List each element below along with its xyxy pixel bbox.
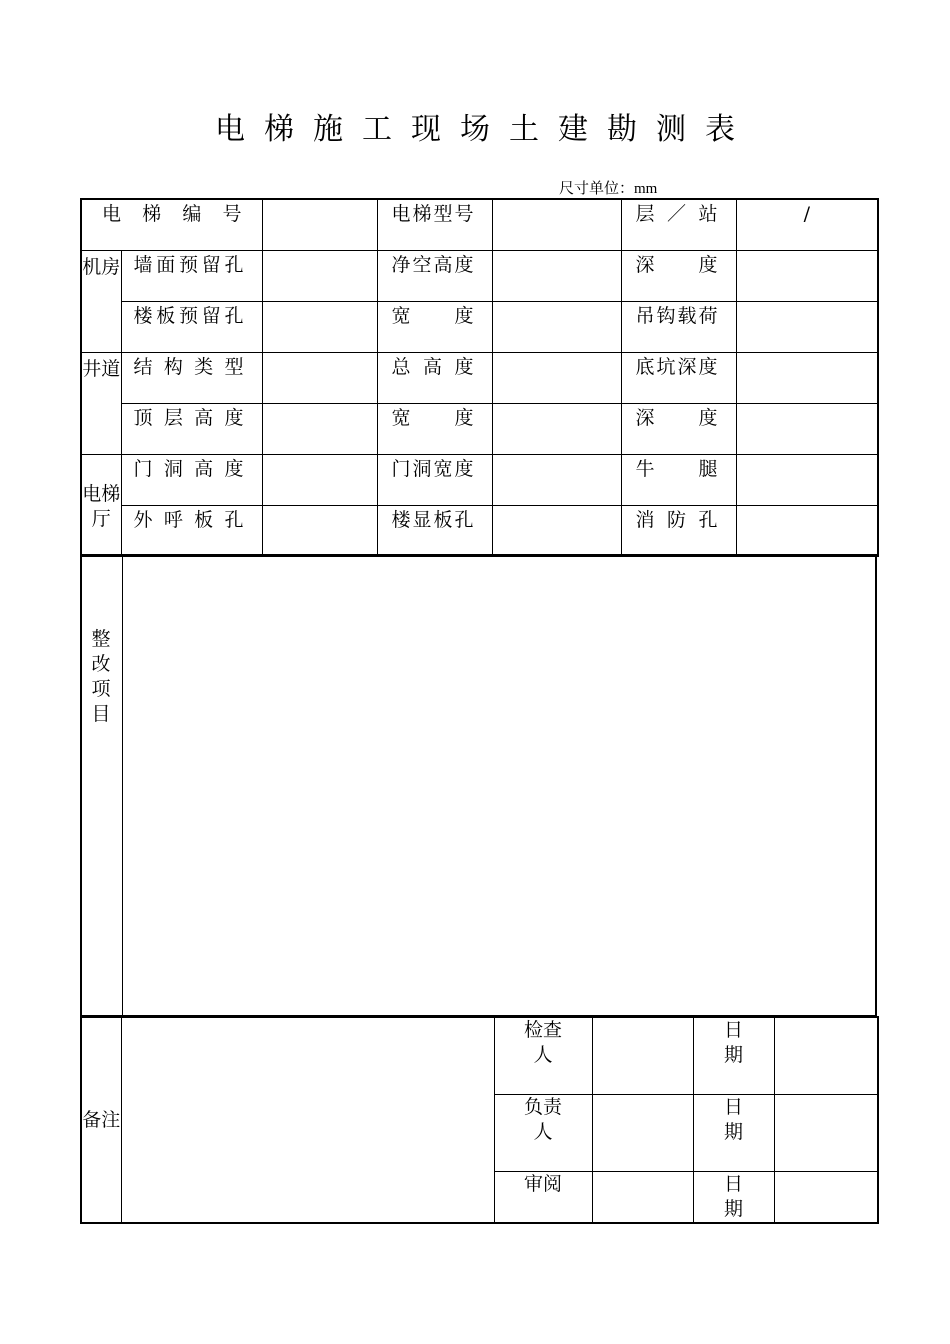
inspector-date-label: 日期 [693,1017,774,1094]
call-hole-input[interactable] [262,505,377,556]
fire-hole-input[interactable] [736,505,878,556]
survey-table [80,198,879,557]
mr-depth-input[interactable] [736,250,878,301]
inspector-date-input[interactable] [774,1017,878,1094]
door-width-input[interactable] [492,454,621,505]
responsible-date-label: 日期 [693,1094,774,1171]
floor-hole-label: 楼板预留孔 [121,301,262,352]
clear-height-input[interactable] [492,250,621,301]
responsible-date-input[interactable] [774,1094,878,1171]
top-height-label: 顶层高度 [121,403,262,454]
elevator-no-input[interactable] [262,199,377,250]
structure-type-label: 结构类型 [121,352,262,403]
machine-room-label: 机房 [81,250,121,352]
mr-width-input[interactable] [492,301,621,352]
door-height-label: 门洞高度 [121,454,262,505]
hw-depth-label: 深度 [621,403,736,454]
total-height-input[interactable] [492,352,621,403]
reviewer-input[interactable] [592,1171,693,1223]
remarks-table [80,1016,879,1224]
rectification-label: 整改项目 [91,628,111,725]
responsible-label: 负责人 [494,1094,592,1171]
indicator-hole-input[interactable] [492,505,621,556]
floor-station-input[interactable]: / [736,199,878,250]
elevator-model-label: 电梯型号 [377,199,492,250]
responsible-input[interactable] [592,1094,693,1171]
hw-width-input[interactable] [492,403,621,454]
rectification-input[interactable] [123,555,875,1015]
reviewer-label: 审阅 [494,1171,592,1223]
door-height-input[interactable] [262,454,377,505]
hook-load-input[interactable] [736,301,878,352]
door-width-label: 门洞宽度 [377,454,492,505]
clear-height-label: 净空高度 [377,250,492,301]
hook-load-label: 吊钩载荷 [621,301,736,352]
mr-width-label: 宽度 [377,301,492,352]
structure-type-input[interactable] [262,352,377,403]
corbel-label: 牛腿 [621,454,736,505]
elevator-model-input[interactable] [492,199,621,250]
reviewer-date-label: 日期 [693,1171,774,1223]
floor-hole-input[interactable] [262,301,377,352]
inspector-label: 检查人 [494,1017,592,1094]
top-height-input[interactable] [262,403,377,454]
pit-depth-label: 底坑深度 [621,352,736,403]
mr-depth-label: 深度 [621,250,736,301]
wall-hole-input[interactable] [262,250,377,301]
call-hole-label: 外呼板孔 [121,505,262,556]
hw-width-label: 宽度 [377,403,492,454]
pit-depth-input[interactable] [736,352,878,403]
page-title: 电梯施工现场土建勘测表 [215,112,754,147]
indicator-hole-label: 楼显板孔 [377,505,492,556]
inspector-input[interactable] [592,1017,693,1094]
corbel-input[interactable] [736,454,878,505]
remarks-input[interactable] [121,1017,494,1223]
total-height-label: 总高度 [377,352,492,403]
reviewer-date-input[interactable] [774,1171,878,1223]
unit-note: 尺寸单位：mm [559,181,658,197]
lobby-label: 电梯厅 [81,454,121,556]
elevator-no-label: 电梯编号 [81,199,262,250]
rectification-section [80,554,877,1017]
hw-depth-input[interactable] [736,403,878,454]
wall-hole-label: 墙面预留孔 [121,250,262,301]
floor-station-label: 层／站 [621,199,736,250]
remarks-label: 备注 [81,1017,121,1223]
rectification-side [82,555,123,1015]
fire-hole-label: 消防孔 [621,505,736,556]
hoistway-label: 井道 [81,352,121,454]
